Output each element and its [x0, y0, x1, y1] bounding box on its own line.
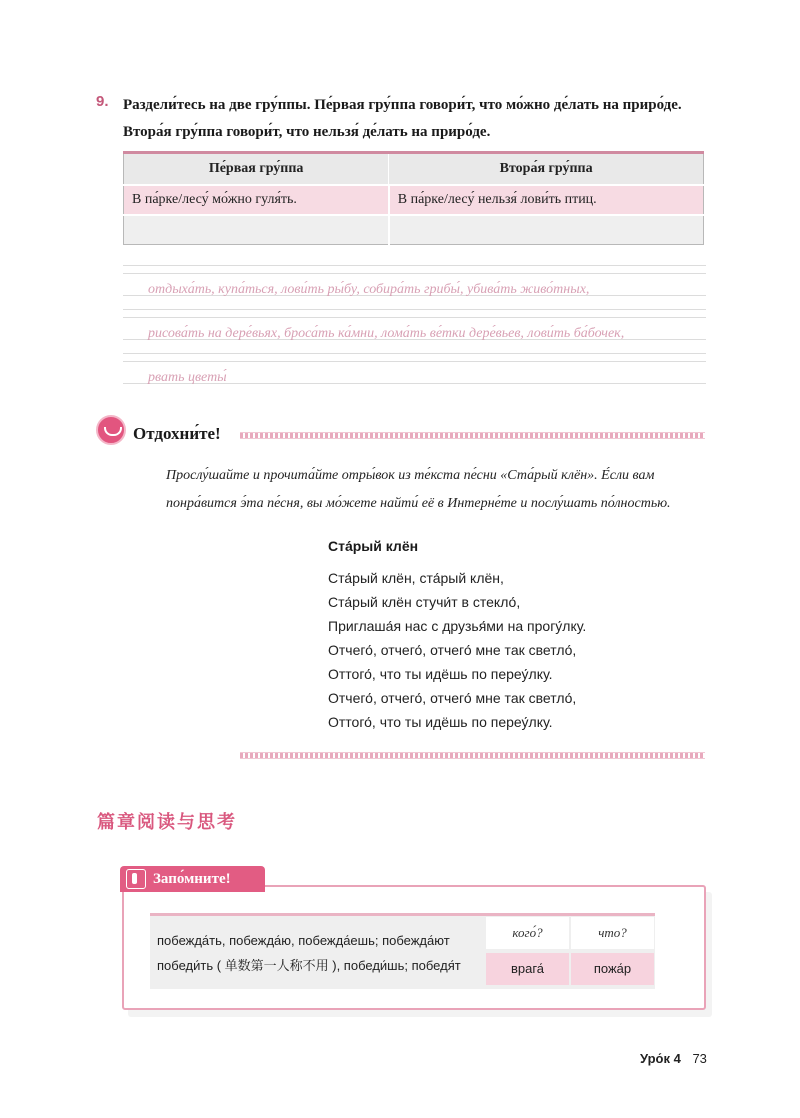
- table-cell: В па́рке/лесу́ нельзя́ лови́ть птиц.: [389, 185, 704, 215]
- table-header-row: [124, 153, 704, 186]
- hint-line: отдыха́ть, купа́ться, лови́ть ры́бу, собира́ть грибы́, убива́ть живо́тных,: [148, 282, 590, 297]
- song-line: Приглаша́я нас с друзья́ми на прогу́лку.: [328, 618, 587, 634]
- song-title: Ста́рый клён: [328, 538, 419, 554]
- table-header-second-group: Втора́я гру́ппа: [389, 153, 704, 186]
- remember-title: Запо́мните!: [153, 871, 231, 887]
- song-lyrics: [328, 566, 586, 734]
- relax-intro: Прослу́шайте и прочита́йте отры́вок из те́кста пе́сни «Ста́рый клён». Е́сли вам понра́вится э́та пе́сня, вы мо́жете найти́ её в Интерне́те и послу́шать по́лностью.: [166, 468, 671, 511]
- song-line: Оттого́, что ты идёшь по переу́лку.: [328, 714, 553, 730]
- answer-cell-enemy: врага́: [486, 953, 569, 985]
- hand-icon: [126, 869, 146, 889]
- song-line: Оттого́, что ты идёшь по переу́лку.: [328, 666, 553, 682]
- relax-title: Отдохни́те!: [133, 424, 221, 443]
- table-cell-empty[interactable]: [389, 215, 704, 245]
- verb-line: победи́ть ( 单数第一人称不用 ), победи́шь; победя́т: [157, 958, 461, 973]
- song-line: Отчего́, отчего́, отчего́ мне так светло́,: [328, 642, 577, 658]
- hint-line: рисова́ть на дере́вьях, броса́ть ка́мни, лома́ть ве́тки дере́вьев, лови́ть ба́бочек,: [148, 326, 625, 341]
- groups-table: [123, 151, 704, 245]
- table-header-first-group: Пе́рвая гру́ппа: [124, 153, 389, 186]
- table-row: [124, 185, 704, 215]
- verb-line: побежда́ть, побежда́ю, побежда́ешь; побежда́ют: [157, 933, 450, 948]
- song-line: Ста́рый клён стучи́т в стекло́,: [328, 594, 521, 610]
- section-heading: 篇章阅读与思考: [97, 812, 237, 833]
- lesson-label: Уро́к 4: [640, 1051, 681, 1066]
- instruction-line-1: Раздели́тесь на две гру́ппы. Пе́рвая гру́ппа говори́т, что мо́жно де́лать на приро́де.: [123, 97, 682, 113]
- verb-forms: [157, 928, 487, 978]
- exercise-instruction: [123, 92, 713, 146]
- table-cell-empty[interactable]: [124, 215, 389, 245]
- instruction-line-2: Втора́я гру́ппа говори́т, что нельзя́ де́лать на приро́де.: [123, 124, 491, 140]
- table-row: [124, 215, 704, 245]
- exercise-number: 9.: [96, 93, 109, 110]
- wavy-divider: [240, 432, 705, 439]
- answer-cell-fire: пожа́р: [571, 953, 654, 985]
- vocabulary-hint: [148, 268, 708, 400]
- song-line: Отчего́, отчего́, отчего́ мне так светло́,: [328, 690, 577, 706]
- question-cell-what: что?: [571, 917, 654, 949]
- smiley-icon: [96, 415, 126, 445]
- wavy-divider: [240, 752, 705, 759]
- song-line: Ста́рый клён, ста́рый клён,: [328, 570, 504, 586]
- hint-line: рвать цветы́: [148, 370, 227, 385]
- page-footer: [640, 1051, 707, 1066]
- page-number: 73: [692, 1051, 707, 1066]
- question-cell-whom: кого́?: [486, 917, 569, 949]
- table-cell: В па́рке/лесу́ мо́жно гуля́ть.: [124, 185, 389, 215]
